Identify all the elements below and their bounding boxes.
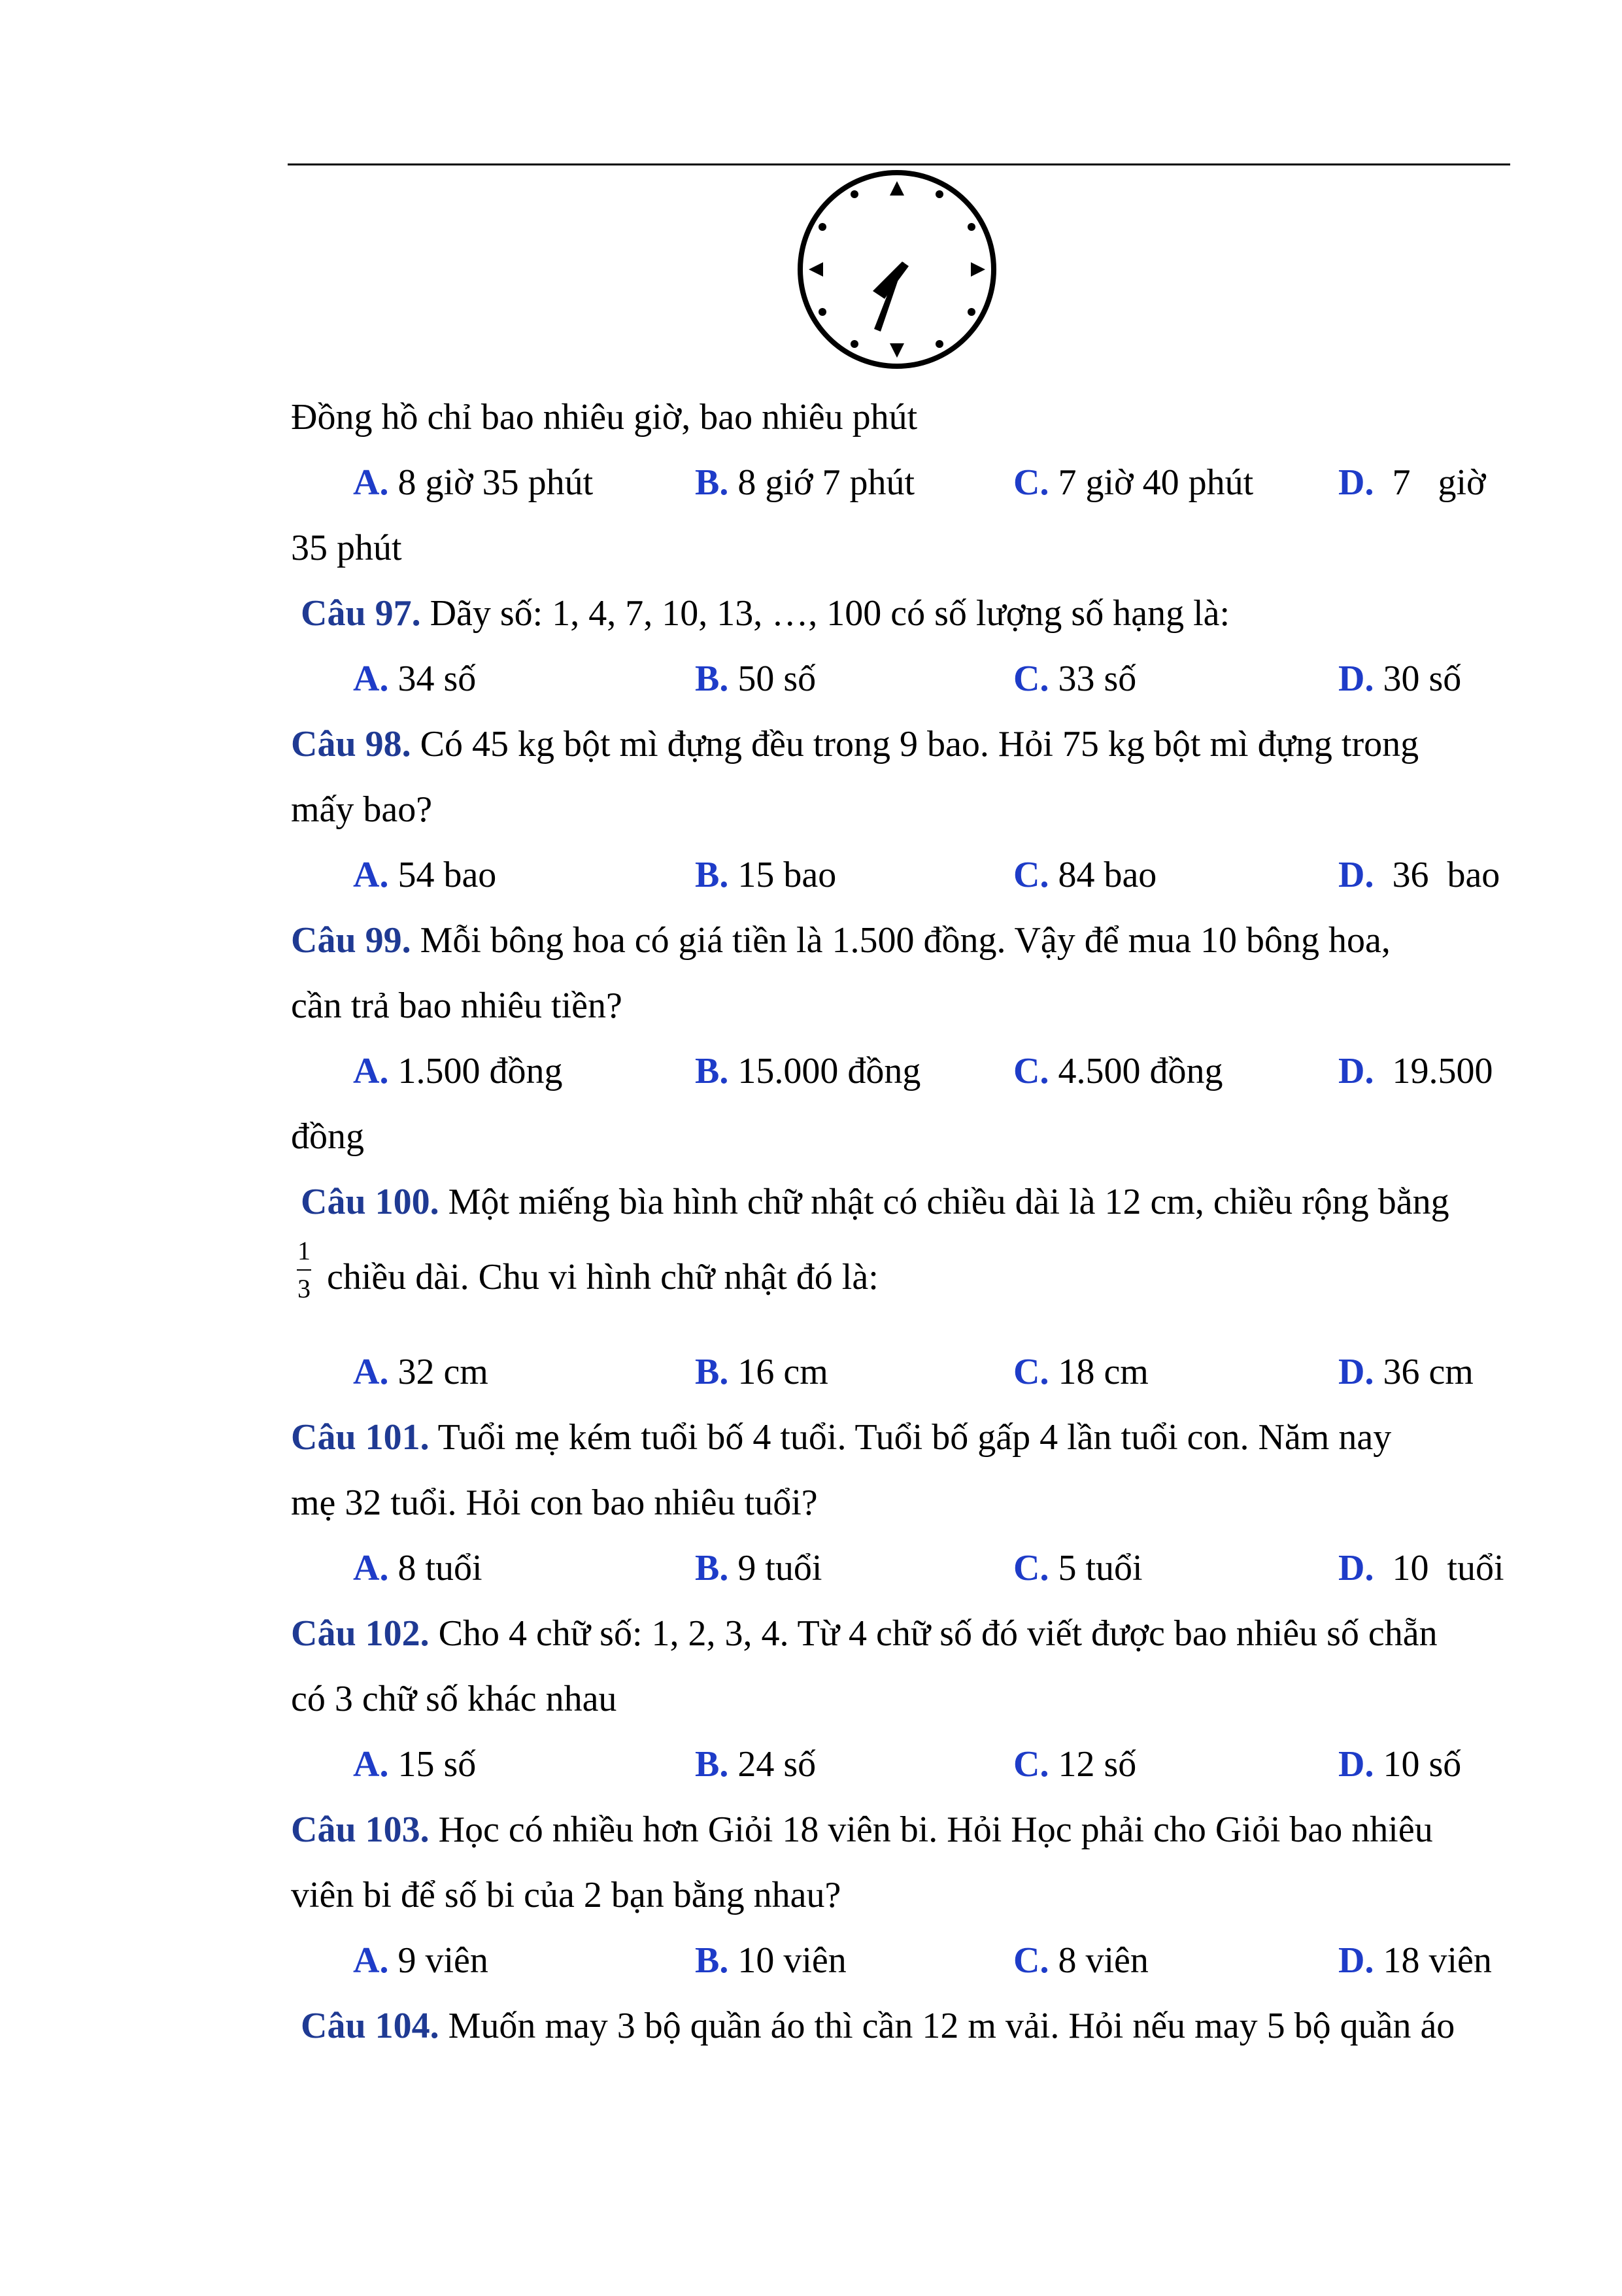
option-c bbox=[1013, 1741, 1136, 1787]
question-text: Học có nhiều hơn Giỏi 18 viên bi. Hỏi Học phải cho Giỏi bao nhiêu bbox=[438, 1809, 1433, 1850]
option-text: 54 bao bbox=[397, 855, 497, 895]
question-100 bbox=[301, 1179, 1449, 1225]
option-text: 1.500 đồng bbox=[397, 1051, 563, 1091]
option-key: D. bbox=[1338, 462, 1374, 503]
option-key: C. bbox=[1013, 462, 1049, 503]
option-d bbox=[1338, 1545, 1504, 1591]
question-text: Cho 4 chữ số: 1, 2, 3, 4. Từ 4 chữ số đó viết được bao nhiêu số chẵn bbox=[438, 1613, 1438, 1654]
option-d-continued: 35 phút bbox=[291, 528, 402, 568]
option-text: 16 cm bbox=[737, 1352, 828, 1392]
option-text: 36 bao bbox=[1392, 855, 1500, 895]
question-text: Mỗi bông hoa có giá tiền là 1.500 đồng. Vậy để mua 10 bông hoa, bbox=[420, 920, 1391, 961]
option-text: 10 tuổi bbox=[1392, 1548, 1504, 1588]
question-101-line-2: mẹ 32 tuổi. Hỏi con bao nhiêu tuổi? bbox=[291, 1482, 818, 1523]
option-text: 32 cm bbox=[397, 1352, 488, 1392]
question-text: Muốn may 3 bộ quần áo thì cần 12 m vải. Hỏi nếu may 5 bộ quần áo bbox=[448, 2006, 1455, 2046]
option-c bbox=[1013, 460, 1253, 505]
option-key: D. bbox=[1338, 659, 1374, 699]
question-label: Câu 103. bbox=[291, 1809, 430, 1850]
question-text: Dãy số: 1, 4, 7, 10, 13, …, 100 có số lượng số hạng là: bbox=[430, 593, 1230, 634]
option-text: 30 số bbox=[1383, 659, 1462, 699]
option-text: 24 số bbox=[737, 1744, 817, 1785]
question-text: Tuổi mẹ kém tuổi bố 4 tuổi. Tuổi bố gấp 4 lần tuổi con. Năm nay bbox=[437, 1417, 1392, 1458]
top-rule bbox=[288, 163, 1510, 165]
question-103-line-2: viên bi để số bi của 2 bạn bằng nhau? bbox=[291, 1875, 841, 1915]
option-d-continued: đồng bbox=[291, 1116, 364, 1157]
fraction-bar bbox=[297, 1269, 311, 1271]
option-key: C. bbox=[1013, 1744, 1049, 1785]
option-key: C. bbox=[1013, 855, 1049, 895]
clock-dot-2 bbox=[968, 223, 975, 231]
clock-dot-10 bbox=[819, 223, 826, 231]
option-b bbox=[695, 1741, 816, 1787]
option-text: 4.500 đồng bbox=[1058, 1051, 1223, 1091]
clock-dot-5 bbox=[936, 340, 943, 348]
option-c bbox=[1013, 1349, 1149, 1395]
option-d bbox=[1338, 656, 1461, 702]
option-text: 18 viên bbox=[1383, 1940, 1492, 1981]
option-key: C. bbox=[1013, 1548, 1049, 1588]
option-c bbox=[1013, 852, 1157, 898]
option-text: 84 bao bbox=[1058, 855, 1157, 895]
question-102 bbox=[291, 1611, 1438, 1656]
option-a bbox=[353, 852, 496, 898]
question-98-line-2: mấy bao? bbox=[291, 789, 433, 830]
option-text: 9 viên bbox=[397, 1940, 488, 1981]
option-key: B. bbox=[695, 1352, 729, 1392]
option-text: 15.000 đồng bbox=[737, 1051, 921, 1091]
question-label: Câu 102. bbox=[291, 1613, 430, 1654]
option-key: B. bbox=[695, 1051, 729, 1091]
option-key: A. bbox=[353, 1940, 389, 1981]
option-key: C. bbox=[1013, 1940, 1049, 1981]
option-d bbox=[1338, 1938, 1492, 1983]
option-text: 8 giờ 35 phút bbox=[397, 462, 594, 503]
option-text: 19.500 bbox=[1392, 1051, 1493, 1091]
option-text: 15 số bbox=[397, 1744, 477, 1785]
option-c bbox=[1013, 656, 1136, 702]
option-text: 34 số bbox=[397, 659, 477, 699]
option-a bbox=[353, 1349, 488, 1395]
option-key: B. bbox=[695, 1548, 729, 1588]
fraction-numerator: 1 bbox=[297, 1236, 311, 1265]
question-text: Một miếng bìa hình chữ nhật có chiều dài là 12 cm, chiều rộng bằng bbox=[448, 1182, 1449, 1222]
option-key: D. bbox=[1338, 1940, 1374, 1981]
option-text: 50 số bbox=[737, 659, 817, 699]
question-104 bbox=[301, 2003, 1455, 2049]
option-key: A. bbox=[353, 462, 389, 503]
option-b bbox=[695, 1349, 828, 1395]
question-label: Câu 97. bbox=[301, 593, 421, 634]
option-key: D. bbox=[1338, 855, 1374, 895]
option-key: A. bbox=[353, 1051, 389, 1091]
question-99 bbox=[291, 917, 1391, 963]
option-key: C. bbox=[1013, 1352, 1049, 1392]
fraction-one-third bbox=[291, 1238, 317, 1302]
option-b bbox=[695, 1545, 822, 1591]
clock-dot-11 bbox=[851, 190, 858, 198]
option-text: 33 số bbox=[1058, 659, 1137, 699]
clock-dot-7 bbox=[851, 340, 858, 348]
fraction-denominator: 3 bbox=[297, 1274, 311, 1303]
option-key: D. bbox=[1338, 1744, 1374, 1785]
question-text: Có 45 kg bột mì đựng đều trong 9 bao. Hỏi 75 kg bột mì đựng trong bbox=[420, 724, 1419, 764]
option-text: 10 số bbox=[1383, 1744, 1462, 1785]
option-a bbox=[353, 656, 476, 702]
option-a bbox=[353, 1741, 476, 1787]
question-100-line-2: chiều dài. Chu vi hình chữ nhật đó là: bbox=[327, 1257, 879, 1297]
question-103 bbox=[291, 1807, 1433, 1853]
option-c bbox=[1013, 1938, 1149, 1983]
question-label: Câu 104. bbox=[301, 2006, 439, 2046]
question-98 bbox=[291, 721, 1419, 767]
question-102-line-2: có 3 chữ số khác nhau bbox=[291, 1679, 617, 1719]
option-b bbox=[695, 656, 816, 702]
option-text: 8 tuổi bbox=[397, 1548, 482, 1588]
option-text: 7 giờ bbox=[1392, 462, 1486, 503]
option-key: A. bbox=[353, 1548, 389, 1588]
option-a bbox=[353, 1048, 562, 1094]
option-d bbox=[1338, 460, 1486, 505]
option-key: D. bbox=[1338, 1352, 1374, 1392]
option-b bbox=[695, 460, 915, 505]
option-b bbox=[695, 1048, 921, 1094]
option-text: 15 bao bbox=[737, 855, 837, 895]
option-c bbox=[1013, 1048, 1223, 1094]
clock-prompt: Đồng hồ chỉ bao nhiêu giờ, bao nhiêu phút bbox=[291, 397, 918, 437]
option-text: 5 tuổi bbox=[1058, 1548, 1143, 1588]
question-label: Câu 99. bbox=[291, 920, 411, 961]
question-label: Câu 101. bbox=[291, 1417, 430, 1458]
option-text: 12 số bbox=[1058, 1744, 1137, 1785]
option-text: 8 viên bbox=[1058, 1940, 1149, 1981]
question-97 bbox=[301, 591, 1230, 636]
question-99-line-2: cần trả bao nhiêu tiền? bbox=[291, 985, 622, 1026]
option-key: B. bbox=[695, 855, 729, 895]
option-key: A. bbox=[353, 1744, 389, 1785]
option-text: 8 giớ 7 phút bbox=[737, 462, 915, 503]
option-c bbox=[1013, 1545, 1143, 1591]
option-a bbox=[353, 1545, 482, 1591]
option-key: A. bbox=[353, 659, 389, 699]
option-text: 9 tuổi bbox=[737, 1548, 822, 1588]
option-text: 7 giờ 40 phút bbox=[1058, 462, 1254, 503]
clock-dot-4 bbox=[968, 308, 975, 316]
option-key: A. bbox=[353, 1352, 389, 1392]
option-a bbox=[353, 460, 593, 505]
option-d bbox=[1338, 852, 1500, 898]
question-101 bbox=[291, 1414, 1391, 1460]
clock-dot-1 bbox=[936, 190, 943, 198]
option-key: D. bbox=[1338, 1051, 1374, 1091]
option-b bbox=[695, 1938, 847, 1983]
option-d bbox=[1338, 1741, 1461, 1787]
option-key: C. bbox=[1013, 1051, 1049, 1091]
option-key: B. bbox=[695, 462, 729, 503]
option-key: A. bbox=[353, 855, 389, 895]
question-label: Câu 98. bbox=[291, 724, 411, 764]
option-text: 18 cm bbox=[1058, 1352, 1149, 1392]
clock-figure bbox=[794, 167, 1000, 373]
question-label: Câu 100. bbox=[301, 1182, 439, 1222]
option-d bbox=[1338, 1048, 1493, 1094]
option-text: 10 viên bbox=[737, 1940, 847, 1981]
option-text: 36 cm bbox=[1383, 1352, 1474, 1392]
option-b bbox=[695, 852, 836, 898]
option-key: C. bbox=[1013, 659, 1049, 699]
option-key: B. bbox=[695, 1940, 729, 1981]
option-key: D. bbox=[1338, 1548, 1374, 1588]
option-key: B. bbox=[695, 659, 729, 699]
option-key: B. bbox=[695, 1744, 729, 1785]
option-d bbox=[1338, 1349, 1474, 1395]
clock-dot-8 bbox=[819, 308, 826, 316]
option-a bbox=[353, 1938, 488, 1983]
